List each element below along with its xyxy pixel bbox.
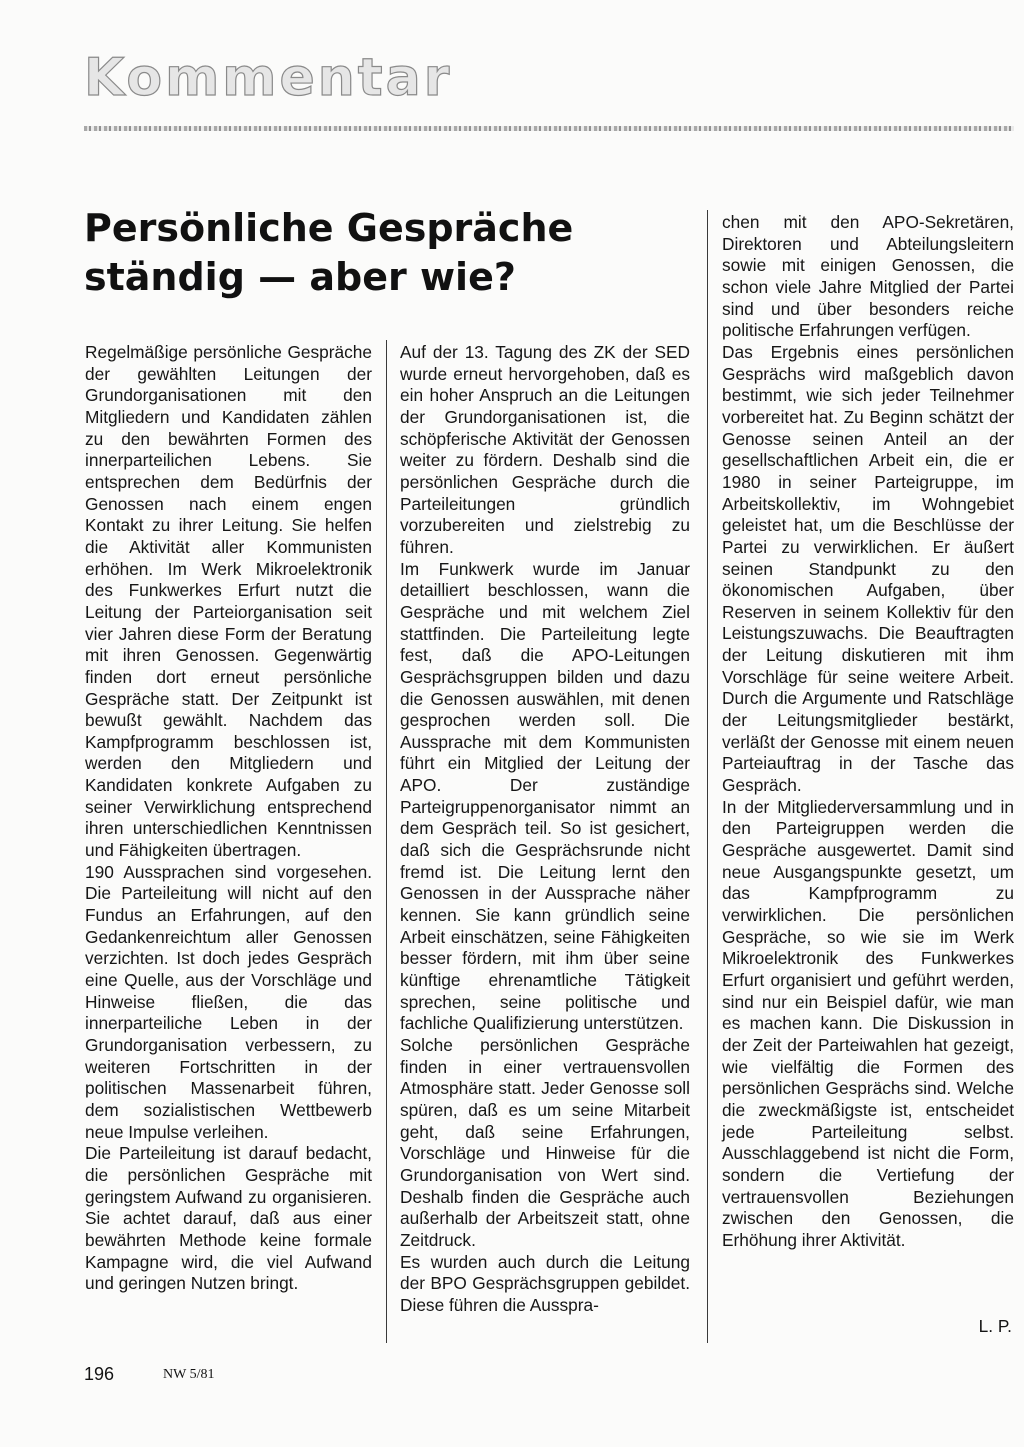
paragraph: chen mit den APO-Sekretären, Direktoren und Abteilungsleitern sowie mit einigen Genossen, die schon viele Jahre Mitglied der Partei sind und über besonders reiche politische Erfahrungen verfügen. bbox=[722, 212, 1014, 341]
paragraph: Im Funkwerk wurde im Januar detailliert beschlossen, wann die Gespräche und mit welchem Ziel stattfinden. Die Parteileitung legte fest, daß die APO-Leitungen Gesprächsgruppen bilden und dazu die Genossen auswählen, mit denen gesprochen werden soll. Die Aussprache mit dem Kommunisten führt ein Mitglied der Leitung der APO. Der zuständige Parteigruppenorganisator nimmt an dem Gespräch teil. So ist gesichert, daß sich die Gesprächsrunde nicht fremd ist. Die Leitung lernt den Genossen in der Aussprache näher kennen. Sie kann gründlich seine Arbeit einschätzen, seine Fähigkeiten besser fördern, mit ihm über seine künftige ehrenamtliche Tätigkeit sprechen, seine politische und fachliche Qualifizierung unterstützen. bbox=[400, 558, 690, 1034]
headline-line-1: Persönliche Gespräche bbox=[84, 206, 574, 250]
paragraph: Die Parteileitung ist darauf bedacht, die persönlichen Gespräche mit geringstem Aufwand zu organisieren. Sie achtet darauf, daß aus einer bewährten Methode keine formale Kampagne wird, die viel Aufwand und geringen Nutzen bringt. bbox=[85, 1143, 372, 1294]
issue-label: NW 5/81 bbox=[163, 1367, 215, 1382]
author-signature: L. P. bbox=[978, 1316, 1012, 1336]
text-column-3 bbox=[722, 212, 1014, 1252]
text-column-2 bbox=[400, 342, 690, 1317]
paragraph: Auf der 13. Tagung des ZK der SED wurde erneut hervorgehoben, daß es ein hoher Anspruch an die Leitungen der Grundorganisationen ist, die schöpferische Aktivität der Genossen weiter zu fördern. Deshalb sind die persönlichen Gespräche durch die Parteileitungen gründlich vorzubereiten und zielstrebig zu führen. bbox=[400, 342, 690, 557]
paragraph: Solche persönlichen Gespräche finden in einer vertrauensvollen Atmosphäre statt. Jeder Genosse soll spüren, daß es um seine Mitarbeit geht, daß seine Erfahrungen, Vorschläge und Hinweise für die Grundorganisation von Wert sind. Deshalb finden die Gespräche auch außerhalb der Arbeitszeit statt, ohne Zeitdruck. bbox=[400, 1035, 690, 1250]
headline-line-2: ständig — aber wie? bbox=[84, 255, 516, 299]
paragraph: Das Ergebnis eines persönlichen Gesprächs wird maßgeblich davon bestimmt, wie sich jeder Teilnehmer vorbereitet hat. Zu Beginn schätzt der Genosse seinen Anteil an der gesellschaftlichen Arbeit ein, die er 1980 in seiner Parteigruppe, im Arbeitskollektiv, im Wohngebiet geleistet hat, um die Beschlüsse der Partei zu verwirklichen. Er äußert seinen Standpunkt zu den ökonomischen Aufgaben, über Reserven in seinem Kollektiv für den Leistungszuwachs. Die Beauftragten der Leitung diskutieren mit ihm Vorschläge für seine weitere Arbeit. Durch die Argumente und Ratschläge der Leitungsmitglieder bestärkt, verläßt der Genosse mit einem neuen Parteiauftrag in der Tasche das Gespräch. bbox=[722, 341, 1014, 796]
paragraph: Regelmäßige persönliche Gespräche der gewählten Leitungen der Grundorganisationen mit den Mitgliedern und Kandidaten zählen zu den bewährten Formen des innerparteilichen Lebens. Sie entsprechen dem Bedürfnis der Genossen nach einem engen Kontakt zu ihrer Leitung. Sie helfen die Aktivität aller Kommunisten erhöhen. Im Werk Mikroelektronik des Funkwerkes Erfurt nutzt die Leitung der Parteiorganisation seit vier Jahren diese Form der Beratung mit ihren Genossen. Gegenwärtig finden dort erneut persönliche Gespräche statt. Der Zeitpunkt ist bewußt gewählt. Nachdem das Kampfprogramm beschlossen ist, werden den Mitgliedern und Kandidaten konkrete Aufgaben zu seiner Verwirklichung entsprechend ihren unterschiedlichen Kenntnissen und Fähigkeiten übertragen. bbox=[85, 342, 372, 861]
text-column-1 bbox=[85, 342, 372, 1295]
page-number: 196 bbox=[84, 1364, 115, 1384]
paragraph: Es wurden auch durch die Leitung der BPO Gesprächsgruppen gebildet. Diese führen die Ausspra- bbox=[400, 1251, 690, 1315]
kicker-rule bbox=[84, 126, 1014, 131]
paragraph: In der Mitgliederversammlung und in den Parteigruppen werden die Gespräche ausgewertet. Damit sind neue Ausgangspunkte gesetzt, um das Kampfprogramm zu verwirklichen. Die persönlichen Gespräche, so wie sie im Werk Mikroelektronik des Funkwerkes Erfurt organisiert und geführt werden, sind nur ein Beispiel dafür, wie man es machen kann. Die Diskussion in der Zeit der Parteiwahlen hat gezeigt, wie vielfältig die Formen des persönlichen Gesprächs sind. Welche die zweckmäßigste ist, entscheidet jede Parteileitung selbst. Ausschlaggebend ist nicht die Form, sondern die Vertiefung der vertrauensvollen Beziehungen zwischen den Genossen, die Erhöhung ihrer Aktivität. bbox=[722, 796, 1014, 1250]
article-headline bbox=[84, 204, 644, 302]
column-divider bbox=[707, 210, 708, 1343]
column-divider bbox=[386, 340, 387, 1343]
section-kicker: Kommentar bbox=[84, 48, 453, 108]
paragraph: 190 Aussprachen sind vorgesehen. Die Parteileitung will nicht auf den Fundus an Erfahrungen, auf den Gedankenreichtum aller Genossen verzichten. Ist doch jedes Gespräch eine Quelle, aus der Vorschläge und Hinweise fließen, die das innerparteiliche Leben in der Grundorganisation verbessern, zu weiteren Fortschritten in der politischen Massenarbeit führen, dem sozialistischen Wettbewerb neue Impulse verleihen. bbox=[85, 861, 372, 1142]
